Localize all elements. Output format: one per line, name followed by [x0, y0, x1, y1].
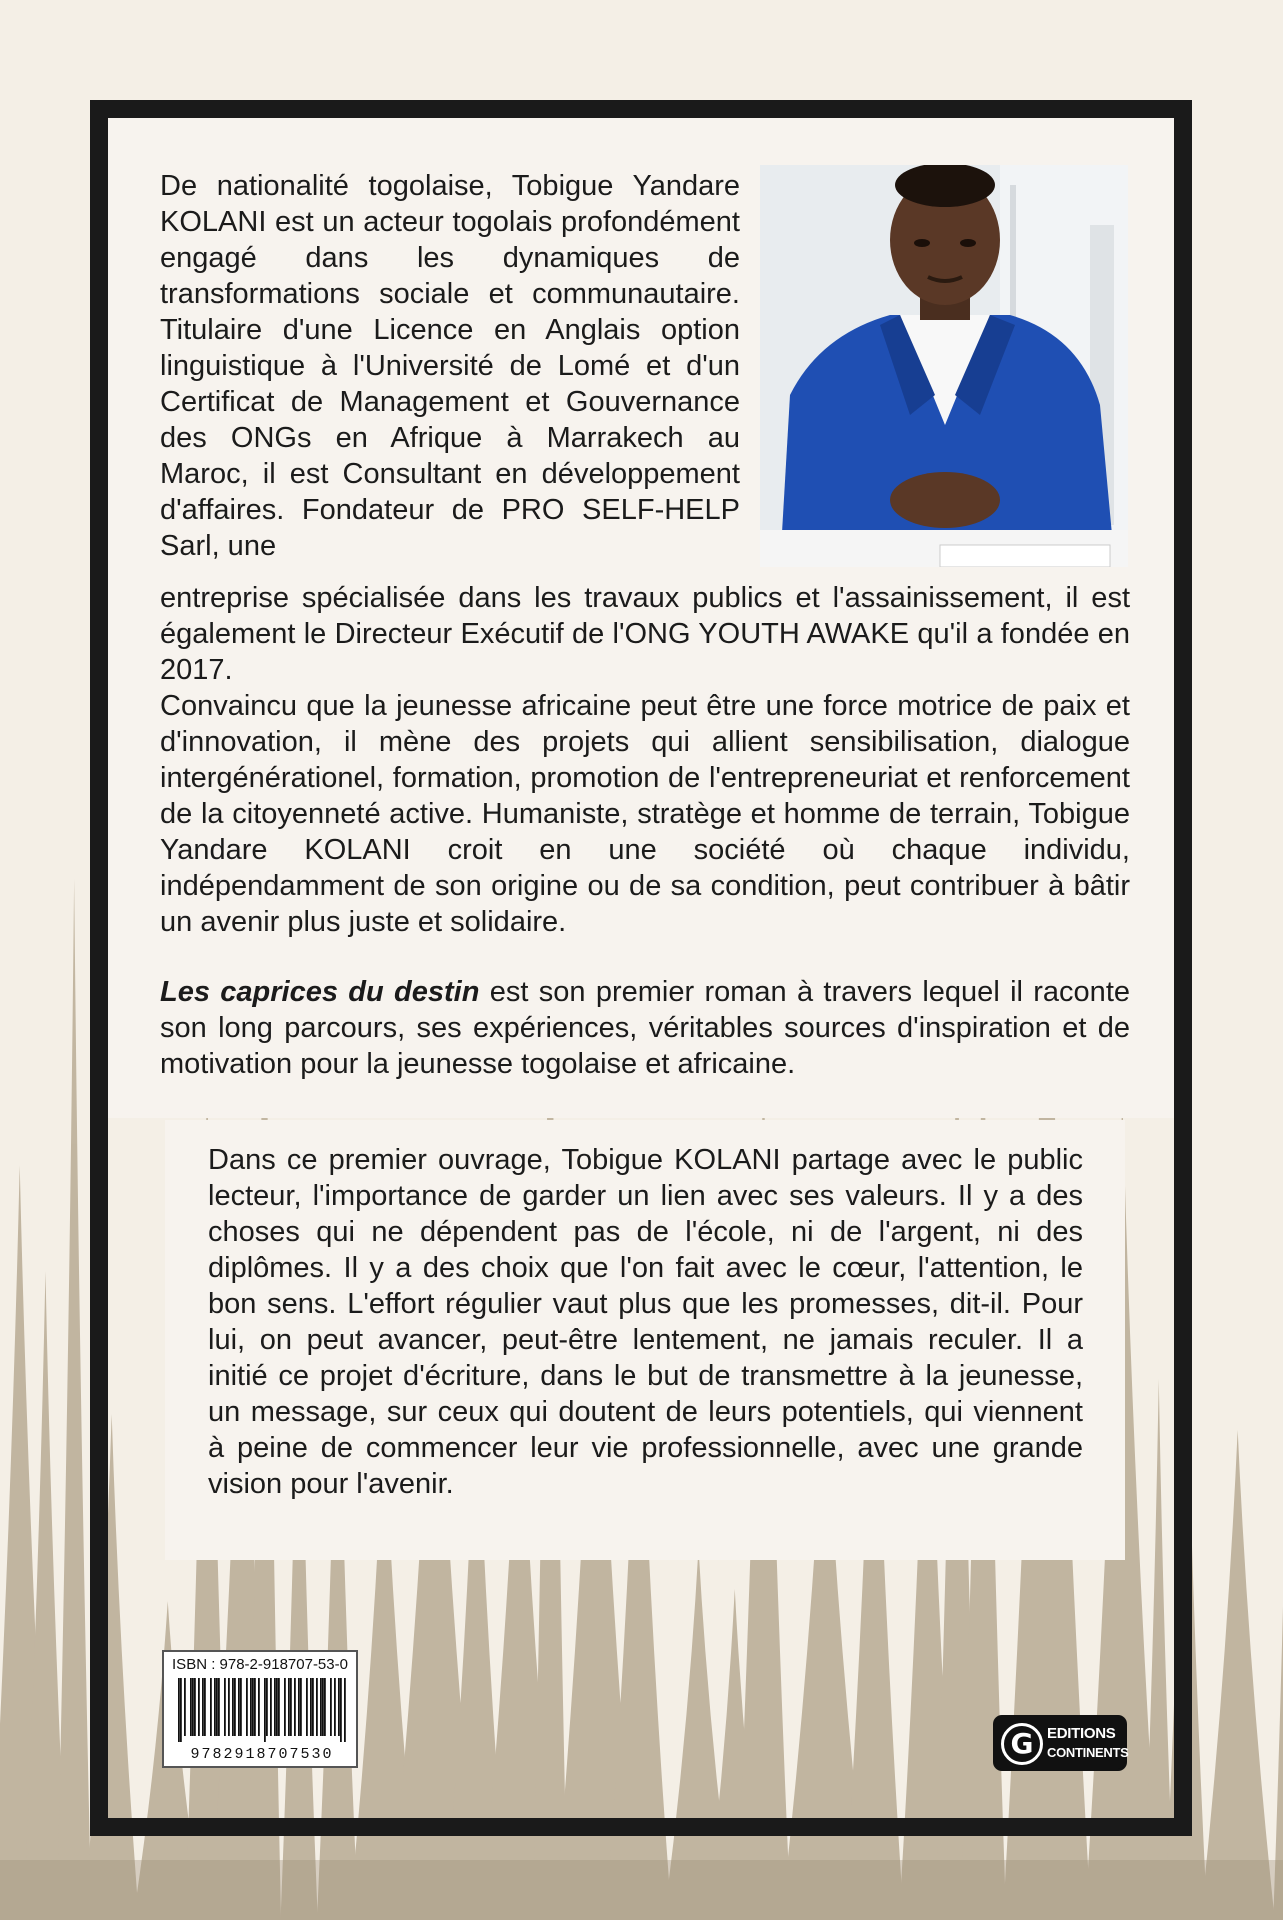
publisher-mark [1001, 1723, 1043, 1765]
bio-text-3-rest: est son premier roman à travers lequel il raconte son long parcours, ses expériences, véritables sources d'inspiration et de motivation pour la jeunesse togolaise et africaine. [160, 976, 1130, 1080]
publisher-name-line2: CONTINENTS [1047, 1745, 1129, 1760]
barcode-icon [178, 1678, 346, 1742]
isbn-digits: 9782918707530 [190, 1746, 334, 1763]
publisher-mark-letter: G [1010, 1727, 1034, 1760]
isbn-block [162, 1650, 358, 1768]
publisher-name-line1: EDITIONS [1047, 1725, 1116, 1742]
bio-paragraph-3 [160, 974, 1130, 1082]
bio-text-2: Convaincu que la jeunesse africaine peut être une force motrice de paix et d'innovation, il mène des projets qui allient sensibilisation, dialogue intergénérationel, formation, promotion de l'entrepreneuriat et renforcement de la citoyenneté active. Humaniste, stratège et homme de terrain, Tobigue Yandare KOLANI croit en une société où chaque individu, indépendamment de son origine ou de sa condition, peut contribuer à bâtir un avenir plus juste et solidaire. [160, 690, 1130, 938]
author-portrait-icon [760, 165, 1128, 567]
bio-paragraph-2 [160, 580, 1130, 940]
quote-paragraph [208, 1142, 1083, 1502]
bio-text-3 [160, 974, 1130, 1082]
bio-text-1-continued: entreprise spécialisée dans les travaux publics et l'assainissement, il est également le Directeur Exécutif de l'ONG YOUTH AWAKE qu'il a fondée en 2017. [160, 582, 1130, 686]
bio-paragraph-1 [160, 168, 740, 564]
book-title: Les caprices du destin [160, 976, 480, 1008]
publisher-logo-icon [993, 1715, 1127, 1771]
quote-text: Dans ce premier ouvrage, Tobigue KOLANI partage avec le public lecteur, l'importance de garder un lien avec ses valeurs. Il y a des choses qui ne dépendent pas de l'école, ni de l'argent, ni des diplômes. Il y a des choix que l'on fait avec le cœur, l'attention, le bon sens. L'effort régulier vaut plus que les promesses, dit-il. Pour lui, on peut avancer, peut-être lentement, ne jamais reculer. Il a initié ce projet d'écriture, dans le but de transmettre à la jeunesse, un message, sur ceux qui doutent de leurs potentiels, qui viennent à peine de commencer leur vie professionnelle, avec une grande vision pour l'avenir. [208, 1144, 1083, 1500]
isbn-label: ISBN : 978-2-918707-53-0 [172, 1656, 348, 1673]
bio-text-1: De nationalité togolaise, Tobigue Yandare KOLANI est un acteur togolais profondément engagé dans les dynamiques de transformations sociale et communautaire. Titulaire d'une Licence en Anglais option linguistique à l'Université de Lomé et d'un Certificat de Management et Gouvernance des ONGs en Afrique à Marrakech au Maroc, il est Consultant en développement d'affaires. Fondateur de PRO SELF-HELP Sarl, une [160, 170, 740, 562]
